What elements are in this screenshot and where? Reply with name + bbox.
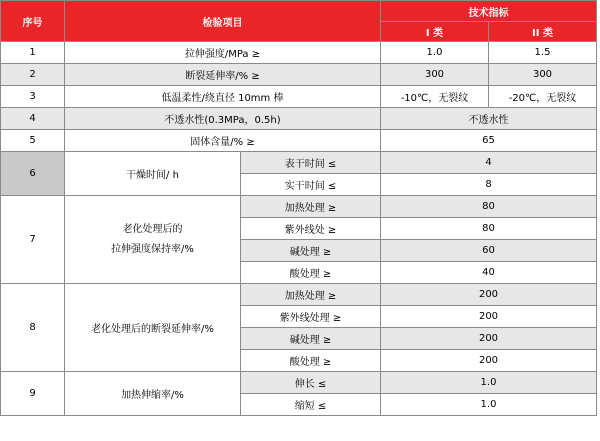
sub-item-label: 酸处理 ≥ bbox=[241, 350, 381, 372]
header-technical-spec: 技术指标 bbox=[381, 1, 597, 22]
table-row bbox=[1, 108, 597, 130]
group-item bbox=[65, 196, 241, 284]
group-no: 8 bbox=[1, 284, 65, 372]
sub-item-value: 200 bbox=[381, 328, 597, 350]
sub-item-label: 紫外线处 ≥ bbox=[241, 218, 381, 240]
table-row bbox=[1, 372, 597, 394]
row-value-type2: 300 bbox=[489, 64, 597, 86]
table-row bbox=[1, 196, 597, 218]
header-serial-no: 序号 bbox=[1, 1, 65, 42]
row-no: 4 bbox=[1, 108, 65, 130]
header-test-item: 检验项目 bbox=[65, 1, 381, 42]
sub-item-value: 80 bbox=[381, 218, 597, 240]
row-no: 5 bbox=[1, 130, 65, 152]
table-row bbox=[1, 284, 597, 306]
sub-item-value: 1.0 bbox=[381, 394, 597, 416]
header-type-1: I 类 bbox=[381, 22, 489, 42]
sub-item-value: 60 bbox=[381, 240, 597, 262]
group-no: 6 bbox=[1, 152, 65, 196]
table-row bbox=[1, 64, 597, 86]
sub-item-label: 碱处理 ≥ bbox=[241, 240, 381, 262]
table-row bbox=[1, 42, 597, 64]
row-value-type2: 1.5 bbox=[489, 42, 597, 64]
row-value-type1: 300 bbox=[381, 64, 489, 86]
sub-item-value: 8 bbox=[381, 174, 597, 196]
group-item: 老化处理后的断裂延伸率/% bbox=[65, 284, 241, 372]
sub-item-label: 碱处理 ≥ bbox=[241, 328, 381, 350]
sub-item-label: 加热处理 ≥ bbox=[241, 196, 381, 218]
table-row bbox=[1, 130, 597, 152]
table-row bbox=[1, 86, 597, 108]
sub-item-label: 紫外线处理 ≥ bbox=[241, 306, 381, 328]
row-value: 不透水性 bbox=[381, 108, 597, 130]
row-item: 拉伸强度/MPa ≥ bbox=[65, 42, 381, 64]
sub-item-label: 实干时间 ≤ bbox=[241, 174, 381, 196]
sub-item-label: 酸处理 ≥ bbox=[241, 262, 381, 284]
sub-item-value: 4 bbox=[381, 152, 597, 174]
sub-item-label: 缩短 ≤ bbox=[241, 394, 381, 416]
sub-item-value: 40 bbox=[381, 262, 597, 284]
header-type-2: II 类 bbox=[489, 22, 597, 42]
sub-item-value: 200 bbox=[381, 306, 597, 328]
row-item: 不透水性(0.3MPa，0.5h) bbox=[65, 108, 381, 130]
group-no: 7 bbox=[1, 196, 65, 284]
sub-item-value: 80 bbox=[381, 196, 597, 218]
group-item: 干燥时间/ h bbox=[65, 152, 241, 196]
sub-item-value: 200 bbox=[381, 350, 597, 372]
table-row bbox=[1, 152, 597, 174]
row-value-type1: -10℃，无裂纹 bbox=[381, 86, 489, 108]
row-item: 断裂延伸率/% ≥ bbox=[65, 64, 381, 86]
row-value-type1: 1.0 bbox=[381, 42, 489, 64]
group-item-line1: 老化处理后的 bbox=[122, 223, 183, 235]
row-value: 65 bbox=[381, 130, 597, 152]
row-value-type2: -20℃，无裂纹 bbox=[489, 86, 597, 108]
sub-item-value: 200 bbox=[381, 284, 597, 306]
row-item: 低温柔性/绕直径 10mm 棒 bbox=[65, 86, 381, 108]
group-no: 9 bbox=[1, 372, 65, 416]
sub-item-label: 加热处理 ≥ bbox=[241, 284, 381, 306]
sub-item-label: 表干时间 ≤ bbox=[241, 152, 381, 174]
row-no: 3 bbox=[1, 86, 65, 108]
group-item: 加热伸缩率/% bbox=[65, 372, 241, 416]
header-row-1 bbox=[1, 1, 597, 22]
group-item-line2: 拉伸强度保持率/% bbox=[111, 243, 194, 255]
row-item: 固体含量/% ≥ bbox=[65, 130, 381, 152]
row-no: 1 bbox=[1, 42, 65, 64]
sub-item-value: 1.0 bbox=[381, 372, 597, 394]
sub-item-label: 伸长 ≤ bbox=[241, 372, 381, 394]
row-no: 2 bbox=[1, 64, 65, 86]
